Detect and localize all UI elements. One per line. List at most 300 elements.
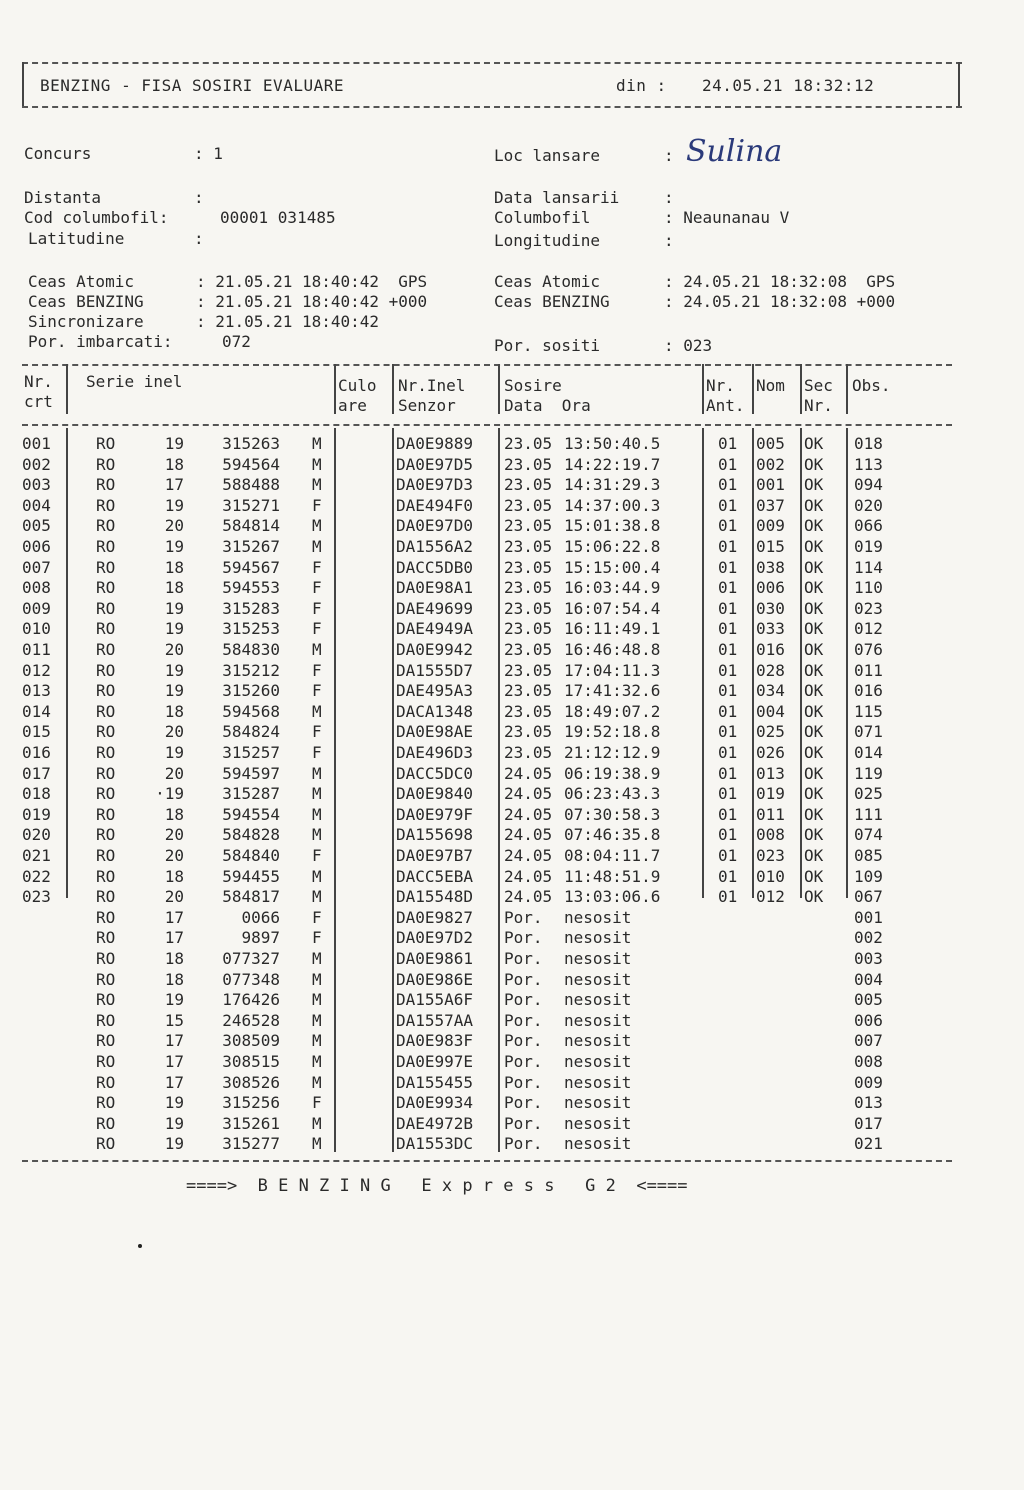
cell-sec: OK	[804, 763, 824, 783]
cell-data: 23.05	[504, 743, 553, 762]
cell-nr: 008	[22, 578, 51, 598]
cell-obs: 014	[854, 743, 883, 762]
cell-sec	[804, 1093, 834, 1113]
cell-nom	[756, 949, 796, 969]
cell-nom: 012	[756, 887, 785, 907]
cell-nr: 022	[22, 866, 51, 886]
cell-sec: OK	[804, 743, 824, 762]
cell-ora: nesosit	[564, 1031, 632, 1051]
cell-ant: 01	[718, 722, 738, 742]
cell-ora: 07:30:58.3	[564, 804, 661, 824]
cell-sec: OK	[804, 537, 824, 556]
cell-data: 24.05	[504, 804, 553, 824]
table-row	[0, 908, 1024, 928]
cell-nr: 007	[22, 557, 51, 577]
cell-obs: 008	[854, 1052, 883, 1071]
cell-serie: 315260	[222, 681, 280, 701]
cell-sex: M	[312, 949, 322, 968]
cell-sec: OK	[804, 784, 824, 804]
cell-senzor: DA0E9827	[396, 907, 474, 927]
cell-nom	[756, 970, 796, 990]
longitudine-label: Longitudine	[494, 231, 600, 250]
cell-nom	[756, 1031, 796, 1051]
table-row	[0, 825, 1024, 845]
cell-nr: 019	[22, 804, 51, 824]
cell-senzor: DA0E97D0	[396, 516, 474, 536]
cell-an: 19	[164, 681, 184, 701]
cell-nom	[756, 1052, 796, 1072]
cell-tara: RO	[96, 578, 116, 598]
cell-serie: 584824	[222, 722, 280, 742]
cell-serie: 584840	[222, 846, 280, 865]
table-row	[0, 434, 1024, 454]
cell-nr: 023	[22, 887, 51, 907]
cell-tara: RO	[96, 495, 116, 515]
cell-sex: M	[312, 1072, 322, 1092]
cell-sex: F	[312, 1093, 322, 1113]
columbofil-value: : Neaunanau V	[664, 208, 790, 227]
cell-sex: F	[312, 557, 322, 577]
cell-sec: OK	[804, 701, 824, 721]
cell-tara: RO	[96, 969, 116, 989]
cell-serie: 176426	[222, 990, 280, 1010]
cell-nom: 004	[756, 701, 785, 721]
cell-sec	[804, 1073, 834, 1093]
cell-an: 17	[164, 928, 184, 948]
cell-sex: M	[312, 475, 322, 495]
cell-an: 19	[164, 660, 184, 680]
table-row	[0, 702, 1024, 722]
sincronizare-value: : 21.05.21 18:40:42	[196, 312, 380, 331]
data-lansarii-value: :	[664, 188, 674, 207]
cell-nom	[756, 1093, 796, 1113]
cell-ant	[718, 1073, 742, 1093]
cell-ora: 15:01:38.8	[564, 516, 661, 536]
table-row	[0, 846, 1024, 866]
cell-nom: 011	[756, 804, 785, 824]
cell-ora: 19:52:18.8	[564, 722, 661, 742]
cell-data: 24.05	[504, 825, 553, 845]
cell-obs: 109	[854, 866, 883, 886]
cell-an: 20	[164, 846, 184, 865]
cell-nr: 012	[22, 660, 51, 680]
latitudine-label: Latitudine	[28, 229, 125, 248]
cell-an: ·19	[155, 784, 184, 804]
cell-senzor: DAE49699	[396, 598, 474, 618]
cell-nr: 017	[22, 763, 51, 783]
cell-data: 23.05	[504, 660, 553, 680]
cell-an: 17	[164, 475, 184, 495]
cell-nom	[756, 908, 796, 928]
cell-data: Por.	[504, 1093, 543, 1113]
cell-tara: RO	[96, 907, 116, 927]
cell-data: Por.	[504, 1010, 543, 1030]
cell-ant	[718, 928, 742, 948]
cell-data: 23.05	[504, 598, 553, 618]
cell-tara: RO	[96, 722, 116, 742]
cell-obs: 012	[854, 619, 883, 639]
cell-sec: OK	[804, 475, 824, 495]
cell-an: 19	[164, 619, 184, 639]
cell-nom: 037	[756, 495, 785, 515]
cell-sex: F	[312, 722, 322, 742]
cell-serie: 315253	[222, 619, 280, 639]
cell-tara: RO	[96, 763, 116, 783]
cell-an: 19	[164, 743, 184, 762]
cell-ora: nesosit	[564, 1093, 632, 1113]
cell-serie: 315287	[222, 784, 280, 804]
table-row	[0, 1011, 1024, 1031]
cell-tara: RO	[96, 1113, 116, 1133]
cell-serie: 9897	[241, 928, 280, 948]
cell-tara: RO	[96, 701, 116, 721]
longitudine-value: :	[664, 231, 674, 250]
cell-sec	[804, 928, 834, 948]
header-top-border	[22, 62, 962, 64]
cell-senzor: DA0E97B7	[396, 846, 474, 865]
cell-serie: 594568	[222, 701, 280, 721]
col-sep-nr	[66, 364, 68, 414]
table-row	[0, 599, 1024, 619]
cell-senzor: DA1555D7	[396, 660, 474, 680]
cell-senzor: DA1556A2	[396, 537, 474, 556]
cell-an: 20	[164, 516, 184, 536]
concurs-value: : 1	[194, 144, 223, 163]
col-header-nr-ant: Nr. Ant.	[706, 376, 745, 415]
cell-senzor: DA0E9889	[396, 434, 474, 453]
table-row	[0, 619, 1024, 639]
cell-data: 24.05	[504, 866, 553, 886]
cell-tara: RO	[96, 434, 116, 453]
cell-obs: 018	[854, 434, 883, 453]
cell-nr: 020	[22, 825, 51, 845]
cell-nom: 034	[756, 681, 785, 701]
cell-senzor: DAE494F0	[396, 495, 474, 515]
report-title: BENZING - FISA SOSIRI EVALUARE	[40, 76, 344, 95]
cell-an: 20	[164, 640, 184, 659]
cell-sex: F	[312, 928, 322, 948]
cell-sex: F	[312, 743, 322, 762]
cell-sec: OK	[804, 495, 824, 515]
cell-obs: 110	[854, 578, 883, 598]
ceas-benzing-value: : 21.05.21 18:40:42 +000	[196, 292, 428, 311]
cell-senzor: DA0E9934	[396, 1093, 474, 1113]
cell-tara: RO	[96, 660, 116, 680]
cell-data: 23.05	[504, 434, 553, 453]
table-row	[0, 1134, 1024, 1154]
cell-nr	[22, 949, 62, 969]
cell-nom	[756, 1114, 796, 1134]
cell-nr: 002	[22, 454, 51, 474]
cell-an: 20	[164, 887, 184, 907]
cell-nr	[22, 1031, 62, 1051]
cell-nr: 014	[22, 701, 51, 721]
cell-senzor: DAE4972B	[396, 1113, 474, 1133]
ceas-atomic-end-label: Ceas Atomic	[494, 272, 600, 291]
cell-obs: 023	[854, 598, 883, 618]
table-row	[0, 1031, 1024, 1051]
cell-sex: M	[312, 701, 322, 721]
cell-an: 19	[164, 537, 184, 556]
cell-ora: 16:03:44.9	[564, 578, 661, 598]
cell-sex: M	[312, 804, 322, 824]
cell-sec: OK	[804, 825, 824, 845]
cell-tara: RO	[96, 1134, 116, 1154]
cell-ora: nesosit	[564, 1052, 632, 1071]
cell-obs: 114	[854, 557, 883, 577]
cell-ant: 01	[718, 681, 738, 701]
cell-serie: 315212	[222, 660, 280, 680]
cell-senzor: DA0E97D5	[396, 454, 474, 474]
cell-senzor: DACC5DC0	[396, 763, 474, 783]
cell-senzor: DAE495A3	[396, 681, 474, 701]
cell-senzor: DA0E98AE	[396, 722, 474, 742]
cell-obs: 113	[854, 454, 883, 474]
cell-sec	[804, 1134, 834, 1154]
cell-senzor: DACC5EBA	[396, 866, 474, 886]
cell-ant	[718, 990, 742, 1010]
cell-data: Por.	[504, 1113, 543, 1133]
cell-tara: RO	[96, 846, 116, 865]
sincronizare-label: Sincronizare	[28, 312, 144, 331]
cell-sec: OK	[804, 660, 824, 680]
cell-serie: 315261	[222, 1113, 280, 1133]
imbarcati-value: 072	[222, 332, 251, 351]
table-row	[0, 578, 1024, 598]
cell-sec: OK	[804, 681, 824, 701]
cell-serie: 594455	[222, 866, 280, 886]
cell-sex: F	[312, 681, 322, 701]
cell-obs: 025	[854, 784, 883, 804]
cell-sec	[804, 1011, 834, 1031]
col-sep-culoare	[392, 364, 394, 414]
table-row	[0, 722, 1024, 742]
header-right-border	[958, 62, 960, 106]
sositi-value: : 023	[664, 336, 713, 355]
cell-sex: M	[312, 887, 322, 907]
cell-nr: 006	[22, 537, 51, 556]
cell-ora: 14:37:00.3	[564, 495, 661, 515]
cell-senzor: DA0E9861	[396, 949, 474, 968]
cell-sec: OK	[804, 846, 824, 865]
cell-an: 19	[164, 598, 184, 618]
cell-sec: OK	[804, 578, 824, 598]
table-row	[0, 1114, 1024, 1134]
cell-sex: F	[312, 660, 322, 680]
cell-sec: OK	[804, 454, 824, 474]
cell-nr: 018	[22, 784, 51, 804]
data-lansarii-label: Data lansarii	[494, 188, 620, 207]
cell-sex: F	[312, 598, 322, 618]
cell-data: 23.05	[504, 681, 553, 701]
cell-serie: 584814	[222, 516, 280, 536]
cell-sec: OK	[804, 887, 824, 907]
cell-an: 17	[164, 1072, 184, 1092]
cell-obs: 119	[854, 763, 883, 783]
cell-sec	[804, 1031, 834, 1051]
cell-data: 23.05	[504, 578, 553, 598]
cell-sex: F	[312, 846, 322, 865]
cell-sec	[804, 990, 834, 1010]
cell-senzor: DA0E9942	[396, 640, 474, 659]
cell-data: Por.	[504, 1031, 543, 1051]
cell-data: 24.05	[504, 846, 553, 865]
cell-nr: 021	[22, 846, 51, 865]
col-sep-ant	[752, 364, 754, 414]
cod-columbofil-label: Cod columbofil:	[24, 208, 169, 227]
ceas-atomic-label: Ceas Atomic	[28, 272, 134, 291]
col-sep-serie	[334, 364, 336, 414]
cell-an: 17	[164, 1031, 184, 1051]
cell-nr	[22, 1134, 62, 1154]
benzing-footer: ====> B E N Z I N G E x p r e s s G 2 <====	[186, 1176, 688, 1196]
cell-obs: 074	[854, 825, 883, 845]
cell-serie: 077348	[222, 969, 280, 989]
loc-lansare-colon: :	[664, 146, 674, 165]
cell-sex: F	[312, 578, 322, 598]
table-row	[0, 1073, 1024, 1093]
cell-ora: 17:41:32.6	[564, 681, 661, 701]
cell-serie: 594564	[222, 454, 280, 474]
cell-serie: 584817	[222, 887, 280, 907]
cell-serie: 0066	[241, 907, 280, 927]
cell-data: 23.05	[504, 619, 553, 639]
cell-nom: 019	[756, 784, 785, 804]
cell-sex: M	[312, 454, 322, 474]
cell-ant: 01	[718, 598, 738, 618]
cell-an: 19	[164, 1134, 184, 1154]
cell-ant: 01	[718, 537, 738, 556]
cell-ant: 01	[718, 640, 738, 659]
cell-obs: 006	[854, 1010, 883, 1030]
cell-serie: 584830	[222, 640, 280, 659]
ceas-benzing-end-value: : 24.05.21 18:32:08 +000	[664, 292, 896, 311]
cell-ant	[718, 1052, 742, 1072]
cell-tara: RO	[96, 681, 116, 701]
ceas-benzing-label: Ceas BENZING	[28, 292, 144, 311]
cell-ant	[718, 1031, 742, 1051]
cell-ora: 13:50:40.5	[564, 434, 661, 453]
cell-nr	[22, 1011, 62, 1031]
col-sep-sec	[846, 364, 848, 414]
cell-ora: nesosit	[564, 1010, 632, 1030]
cell-obs: 013	[854, 1093, 883, 1113]
cell-nom: 001	[756, 475, 785, 495]
cell-data: Por.	[504, 928, 543, 948]
cell-serie: 077327	[222, 949, 280, 968]
cell-ora: 17:04:11.3	[564, 660, 661, 680]
col-header-nom: Nom	[756, 376, 785, 395]
cell-data: 23.05	[504, 701, 553, 721]
table-row	[0, 455, 1024, 475]
cell-tara: RO	[96, 928, 116, 948]
cell-serie: 315283	[222, 598, 280, 618]
cell-ora: 06:19:38.9	[564, 763, 661, 783]
cell-obs: 002	[854, 928, 883, 948]
imbarcati-label: Por. imbarcati:	[28, 332, 173, 351]
cell-nom	[756, 1011, 796, 1031]
cell-tara: RO	[96, 804, 116, 824]
cell-obs: 016	[854, 681, 883, 701]
cell-data: 23.05	[504, 722, 553, 742]
cell-nom: 023	[756, 846, 785, 865]
cell-sex: M	[312, 516, 322, 536]
cell-sex: M	[312, 1031, 322, 1051]
cell-nr: 003	[22, 475, 51, 495]
cell-ant: 01	[718, 516, 738, 536]
cell-tara: RO	[96, 1031, 116, 1051]
cell-data: 23.05	[504, 475, 553, 495]
cell-sec	[804, 949, 834, 969]
cell-obs: 021	[854, 1134, 883, 1154]
cell-obs: 067	[854, 887, 883, 907]
cell-serie: 584828	[222, 825, 280, 845]
cell-ora: 15:06:22.8	[564, 537, 661, 556]
table-row	[0, 949, 1024, 969]
cell-serie: 315263	[222, 434, 280, 453]
cell-nom: 005	[756, 434, 785, 453]
cell-ora: 16:07:54.4	[564, 598, 661, 618]
cell-data: Por.	[504, 949, 543, 968]
cell-ora: nesosit	[564, 1134, 632, 1154]
cell-sex: M	[312, 1010, 322, 1030]
cell-tara: RO	[96, 598, 116, 618]
cell-sec: OK	[804, 640, 824, 659]
cell-ora: 18:49:07.2	[564, 701, 661, 721]
cell-obs: 004	[854, 969, 883, 989]
cell-ora: 13:03:06.6	[564, 887, 661, 907]
cell-an: 19	[164, 1093, 184, 1113]
cell-serie: 315256	[222, 1093, 280, 1113]
cell-ant: 01	[718, 804, 738, 824]
cell-serie: 315271	[222, 495, 280, 515]
report-date-label: din :	[616, 76, 667, 95]
stray-dot	[138, 1244, 142, 1248]
cell-sex: F	[312, 619, 322, 639]
col-header-sec-nr: Sec Nr.	[804, 376, 833, 415]
cell-senzor: DA155A6F	[396, 990, 474, 1010]
cell-sex: M	[312, 969, 322, 989]
cell-ant: 01	[718, 619, 738, 639]
cell-nr: 001	[22, 434, 51, 453]
cell-sex: M	[312, 866, 322, 886]
cell-nom: 008	[756, 825, 785, 845]
cell-sec: OK	[804, 722, 824, 742]
cell-nom	[756, 1073, 796, 1093]
cell-senzor: DA0E98A1	[396, 578, 474, 598]
cell-tara: RO	[96, 640, 116, 659]
table-row	[0, 990, 1024, 1010]
cell-nom: 028	[756, 660, 785, 680]
col-header-serie-inel: Serie inel	[86, 372, 183, 391]
cell-ant: 01	[718, 866, 738, 886]
cell-sex: M	[312, 434, 322, 453]
cell-nom: 002	[756, 454, 785, 474]
header-left-border	[22, 62, 24, 106]
cell-ant: 01	[718, 434, 738, 453]
distanta-label: Distanta	[24, 188, 102, 207]
cell-data: 23.05	[504, 557, 553, 577]
cell-ant: 01	[718, 660, 738, 680]
cell-nom: 010	[756, 866, 785, 886]
cell-sec: OK	[804, 619, 824, 639]
cell-nr: 004	[22, 495, 51, 515]
table-row	[0, 1052, 1024, 1072]
ceas-atomic-end-value: : 24.05.21 18:32:08 GPS	[664, 272, 896, 291]
cell-tara: RO	[96, 949, 116, 968]
cell-ora: nesosit	[564, 990, 632, 1010]
cell-senzor: DA155698	[396, 825, 474, 845]
